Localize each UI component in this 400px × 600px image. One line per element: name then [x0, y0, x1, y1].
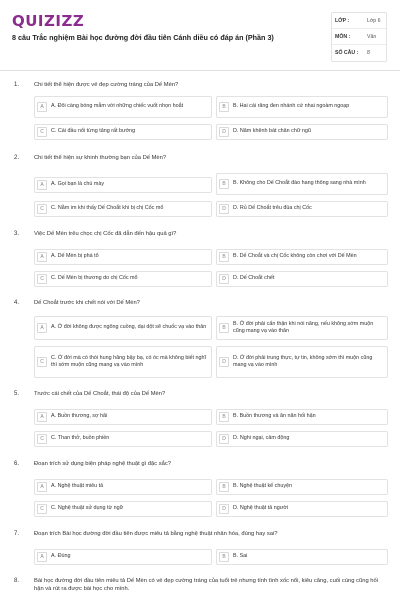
option-b[interactable]	[216, 249, 388, 265]
option-text: D. Rủ Dế Choắt trêu đùa chị Cốc	[233, 205, 312, 212]
option-letter: D	[219, 274, 229, 284]
option-text: B. Hai cái răng đen nhánh cứ nhai ngoàm ngoạp	[233, 103, 350, 110]
header-divider	[0, 70, 400, 71]
option-text: B. Sai	[233, 553, 248, 560]
option-c[interactable]	[34, 124, 212, 140]
question-text: Đoạn trích sử dụng biện pháp nghệ thuật gì đặc sắc?	[34, 461, 171, 467]
option-text: A. Đôi càng bóng mẫm với những chiếc vuốt nhọn hoắt	[51, 103, 184, 110]
meta-row-grade	[332, 13, 386, 29]
option-b[interactable]	[216, 549, 388, 565]
option-c[interactable]	[34, 501, 212, 517]
option-text: D. Ở đời phải trung thực, tự tin, không sớm thì muộn cũng mang vạ vào mình	[233, 354, 373, 368]
option-text: A. Buồn thương, sợ hãi	[51, 413, 108, 420]
question-text: Đoạn trích Bài học đường đời đầu tiên được miêu tả bằng nghệ thuật nhân hóa, đúng hay sai?	[34, 531, 278, 537]
option-letter: B	[219, 552, 229, 562]
option-text: A. Dế Mèn bị phá tổ	[51, 253, 99, 260]
option-text: B. Buồn thương và ăn năn hối hận	[233, 413, 316, 420]
question-number: 2.	[14, 155, 20, 161]
option-text: A. Gọi bạn là chú mày	[51, 181, 105, 188]
worksheet-title: 8 câu Trắc nghiệm Bài học đường đời đầu tiên Cánh diều có đáp án (Phần 3)	[12, 33, 274, 42]
option-a[interactable]	[34, 549, 212, 565]
question-number: 7.	[14, 531, 20, 537]
option-b[interactable]	[216, 409, 388, 425]
question-number: 1.	[14, 82, 20, 88]
option-b[interactable]	[216, 479, 388, 495]
option-c[interactable]	[34, 431, 212, 447]
option-text: D. Năm khênh bát chân chữ ngũ	[233, 128, 311, 135]
option-text: A. Đúng	[51, 553, 71, 560]
option-a[interactable]	[34, 96, 212, 118]
option-letter: C	[37, 204, 47, 214]
meta-table	[331, 12, 387, 62]
option-text: C. Dế Mèn bị thương do chị Cốc mổ	[51, 275, 138, 282]
option-text: A. Nghệ thuật miêu tả	[51, 483, 104, 490]
option-letter: B	[219, 323, 229, 333]
question-text: Dế Choắt trước khi chết nói với Dế Mèn?	[34, 300, 140, 306]
option-text: B. Ở đời phải cẩn thận khi nói năng, nếu không sớm muộn cũng mang vạ vào thân	[233, 320, 374, 334]
option-letter: A	[37, 180, 47, 190]
meta-key: SỐ CÂU :	[335, 50, 359, 56]
question-text: Trước cái chết của Dế Choắt, thái độ của Dế Mèn?	[34, 391, 166, 397]
option-letter: C	[37, 357, 47, 367]
option-letter: C	[37, 274, 47, 284]
option-b[interactable]	[216, 316, 388, 340]
option-letter: D	[219, 204, 229, 214]
option-text: C. Cái đầu nổi từng tảng rất bướng	[51, 128, 136, 135]
meta-value: 8	[367, 50, 370, 56]
question-text: Bài học đường đời đầu tiên miêu tả Dế Mèn có vẻ đẹp cường tráng của tuổi trẻ nhưng tính tình xốc nổi, kiêu căng, cuối cùng cũng hối hận và rút ra được bài học cho mình.	[34, 578, 379, 592]
option-c[interactable]	[34, 201, 212, 217]
question-text: Chi tiết thể hiện sự khinh thường bạn của Dế Mèn?	[34, 155, 167, 161]
option-text: B. Không cho Dế Choắt đào hang thông sang nhà mình	[233, 180, 366, 187]
option-letter: C	[37, 504, 47, 514]
option-letter: D	[219, 434, 229, 444]
question-number: 4.	[14, 300, 20, 306]
option-a[interactable]	[34, 479, 212, 495]
option-letter: B	[219, 482, 229, 492]
meta-row-subject	[332, 29, 386, 45]
option-text: C. Than thở, buồn phiền	[51, 435, 110, 442]
option-text: C. Nằm im khi thấy Dế Choắt khi bị chị Cốc mổ	[51, 205, 164, 212]
meta-key: LỚP :	[335, 17, 350, 24]
option-letter: B	[219, 102, 229, 112]
question-number: 8.	[14, 578, 20, 584]
question-number: 6.	[14, 461, 20, 467]
option-letter: A	[37, 482, 47, 492]
option-d[interactable]	[216, 271, 388, 287]
option-c[interactable]	[34, 346, 212, 378]
option-text: C. Ở đời mà có thói hung hăng bậy bạ, có óc mà không biết nghĩ thì sớm muộn cũng mang vạ vào mình	[51, 354, 206, 368]
option-d[interactable]	[216, 501, 388, 517]
question-number: 3.	[14, 231, 20, 237]
option-letter: A	[37, 412, 47, 422]
option-d[interactable]	[216, 124, 388, 140]
option-d[interactable]	[216, 431, 388, 447]
meta-value: Văn	[367, 33, 377, 40]
option-d[interactable]	[216, 201, 388, 217]
option-text: D. Nghi ngại, cảm động	[233, 435, 290, 442]
option-letter: C	[37, 434, 47, 444]
meta-key: MÔN :	[335, 33, 351, 40]
option-text: D. Nghệ thuật tả người	[233, 505, 289, 512]
option-text: A. Ở đời không được ngông cuồng, dại dột sẽ chuốc vạ vào thân	[51, 324, 207, 331]
question-number: 5.	[14, 391, 20, 397]
option-letter: A	[37, 102, 47, 112]
option-b[interactable]	[216, 96, 388, 118]
option-letter: B	[219, 412, 229, 422]
option-a[interactable]	[34, 177, 212, 193]
option-a[interactable]	[34, 409, 212, 425]
option-letter: A	[37, 552, 47, 562]
option-text: B. Dế Choắt và chị Cốc không còn chơi với Dế Mèn	[233, 253, 357, 260]
option-letter: B	[219, 179, 229, 189]
option-letter: A	[37, 252, 47, 262]
question-text: Việc Dế Mèn trêu chọc chị Cốc đã dẫn đến hậu quả gì?	[34, 231, 177, 237]
option-text: C. Nghệ thuật sử dụng từ ngữ	[51, 505, 124, 512]
option-a[interactable]	[34, 249, 212, 265]
option-c[interactable]	[34, 271, 212, 287]
option-letter: D	[219, 504, 229, 514]
option-d[interactable]	[216, 346, 388, 378]
option-letter: B	[219, 252, 229, 262]
option-letter: A	[37, 323, 47, 333]
option-b[interactable]	[216, 173, 388, 195]
meta-value: Lớp 6	[367, 17, 381, 24]
worksheet-header	[0, 0, 400, 66]
option-letter: D	[219, 357, 229, 367]
option-letter: D	[219, 127, 229, 137]
meta-row-count	[332, 45, 386, 61]
option-text: B. Nghệ thuật kể chuyện	[233, 483, 293, 490]
quizizz-logo: QUIZIZZ	[12, 12, 85, 30]
option-text: D. Dế Choắt chết	[233, 275, 275, 282]
question-text: Chi tiết thể hiện được vẻ đẹp cường tráng của Dế Mèn?	[34, 82, 179, 88]
option-letter: C	[37, 127, 47, 137]
option-a[interactable]	[34, 316, 212, 340]
